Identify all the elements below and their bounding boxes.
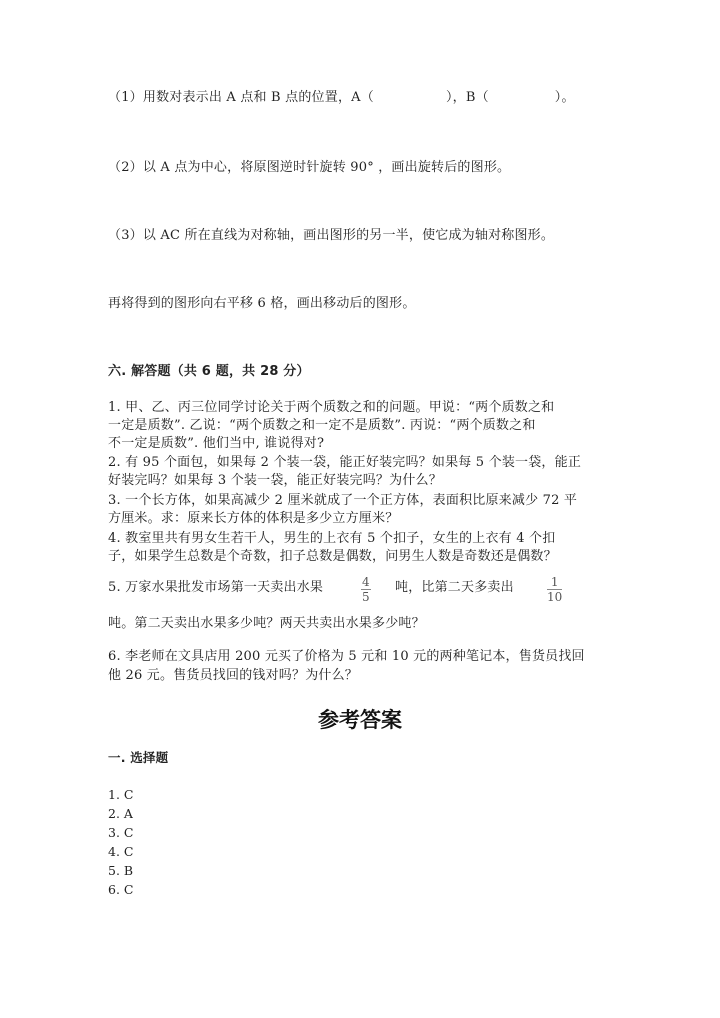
answer-item: 5. B (108, 863, 134, 878)
problem-4-line-1: 4. 教室里共有男女生若干人，男生的上衣有 5 个扣子，女生的上衣有 4 个扣 (108, 531, 556, 546)
problem-5-line-2: 吨。第二天卖出水果多少吨？两天共卖出水果多少吨？ (108, 616, 425, 631)
fraction-2-numerator: 1 (547, 575, 562, 590)
problem-5-part-2: 吨，比第二天多卖出 (395, 580, 514, 595)
answers-section-1-heading: 一. 选择题 (108, 750, 169, 765)
question-1-suffix: ）。 (554, 90, 575, 105)
problem-2-line-1: 2. 有 95 个面包，如果每 2 个装一袋，能正好装完吗？如果每 5 个装一袋，能正 (108, 455, 582, 470)
problem-6-line-2: 他 26 元。售货员找回的钱对吗？为什么？ (108, 668, 359, 683)
answer-item: 3. C (108, 825, 134, 840)
fraction-1-denominator: 5 (362, 590, 370, 604)
answer-item: 2. A (108, 806, 133, 821)
fraction-1-numerator: 4 (362, 575, 370, 589)
problem-6-line-1: 6. 李老师在文具店用 200 元买了价格为 5 元和 10 元的两种笔记本，售货员找回 (108, 649, 585, 664)
question-3: （3）以 AC 所在直线为对称轴，画出图形的另一半，使它成为轴对称图形。 (108, 228, 555, 243)
question-1-mid: ），B（ (445, 90, 489, 105)
answer-item: 1. C (108, 787, 134, 802)
fraction-four-fifths (361, 575, 371, 604)
fraction-one-tenth (547, 575, 562, 604)
fraction-2-denominator: 10 (547, 590, 563, 604)
answer-item: 6. C (108, 882, 134, 897)
question-2: （2）以 A 点为中心，将原图逆时针旋转 90° ，画出旋转后的图形。 (108, 160, 511, 175)
answer-item: 4. C (108, 844, 134, 859)
problem-1-line-3: 不一定是质数”. 他们当中, 谁说得对? (108, 436, 325, 451)
section-6-heading: 六. 解答题（共 6 题，共 28 分） (108, 364, 310, 379)
problem-1-line-1: 1. 甲、乙、丙三位同学讨论关于两个质数之和的问题。甲说：“两个质数之和 (108, 400, 555, 415)
problem-5-part-1: 5. 万家水果批发市场第一天卖出水果 (108, 580, 324, 595)
problem-3-line-1: 3. 一个长方体，如果高减少 2 厘米就成了一个正方体，表面积比原来减少 72 平 (108, 493, 578, 508)
question-1-prefix: （1）用数对表示出 A 点和 B 点的位置，A（ (108, 90, 374, 105)
problem-2-line-2: 好装完吗？如果每 3 个装一袋，能正好装完吗？为什么？ (108, 473, 442, 488)
problem-3-line-2: 方厘米。求：原来长方体的体积是多少立方厘米？ (108, 511, 399, 526)
answers-title: 参考答案 (318, 708, 402, 732)
question-4: 再将得到的图形向右平移 6 格，画出移动后的图形。 (108, 296, 416, 311)
problem-4-line-2: 子，如果学生总数是个奇数，扣子总数是偶数，问男生人数是奇数还是偶数？ (108, 549, 557, 564)
question-1 (108, 88, 575, 108)
problem-1-line-2: 一定是质数”. 乙说：“两个质数之和一定不是质数”. 丙说：“两个质数之和 (108, 418, 536, 433)
